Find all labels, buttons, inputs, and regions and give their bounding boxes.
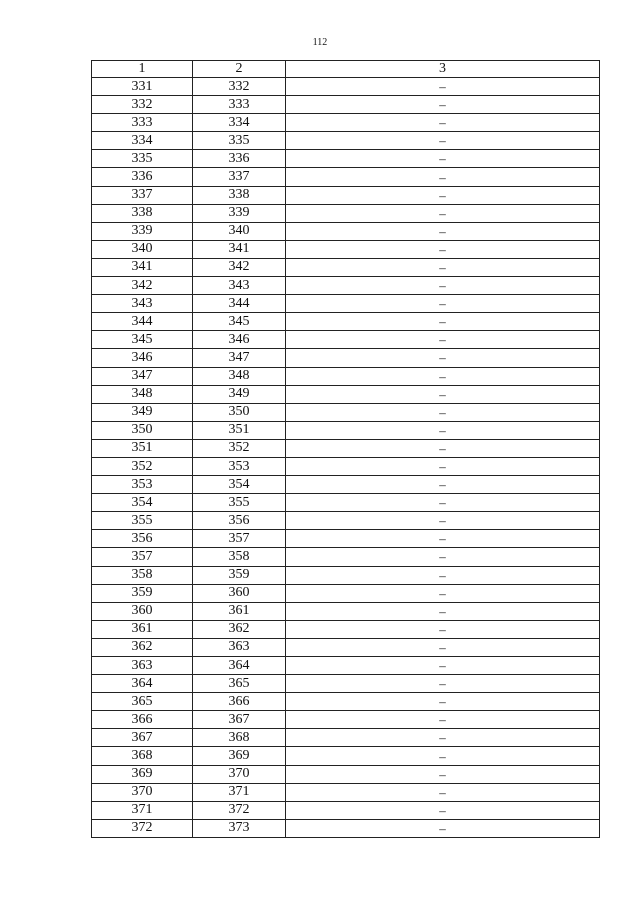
table-row — [92, 222, 600, 240]
table-cell-col1: 351 — [92, 439, 193, 457]
table-cell-col2: 373 — [193, 819, 286, 837]
table-cell-col2: 332 — [193, 78, 286, 96]
table-cell-col1: 372 — [92, 819, 193, 837]
table-row — [92, 620, 600, 638]
table-cell-col3: – — [286, 711, 600, 729]
table-cell-col1: 352 — [92, 457, 193, 475]
table-cell-col2: 334 — [193, 114, 286, 132]
table-cell-col3: – — [286, 439, 600, 457]
table-cell-col2: 341 — [193, 240, 286, 258]
table-cell-col1: 342 — [92, 277, 193, 295]
table-cell-col1: 346 — [92, 349, 193, 367]
table-cell-col3: – — [286, 675, 600, 693]
table-cell-col1: 361 — [92, 620, 193, 638]
table-cell-col2: 366 — [193, 693, 286, 711]
table-cell-col3: – — [286, 421, 600, 439]
table-cell-col1: 353 — [92, 476, 193, 494]
table-cell-col1: 357 — [92, 548, 193, 566]
table-row — [92, 711, 600, 729]
table-row — [92, 638, 600, 656]
table-cell-col3: – — [286, 78, 600, 96]
table-row — [92, 729, 600, 747]
table-cell-col2: 372 — [193, 801, 286, 819]
table-cell-col3: – — [286, 240, 600, 258]
table-row — [92, 349, 600, 367]
table-row — [92, 602, 600, 620]
table-cell-col1: 331 — [92, 78, 193, 96]
table-cell-col2: 360 — [193, 584, 286, 602]
column-header-2: 2 — [193, 61, 286, 78]
table-cell-col3: – — [286, 729, 600, 747]
table-cell-col3: – — [286, 367, 600, 385]
table-row — [92, 331, 600, 349]
table-row — [92, 457, 600, 475]
table-cell-col1: 367 — [92, 729, 193, 747]
table-cell-col3: – — [286, 566, 600, 584]
table-body — [92, 78, 600, 838]
table-cell-col2: 338 — [193, 186, 286, 204]
table-cell-col2: 348 — [193, 367, 286, 385]
table-cell-col2: 339 — [193, 204, 286, 222]
table-row — [92, 150, 600, 168]
table-row — [92, 548, 600, 566]
table-cell-col3: – — [286, 783, 600, 801]
table-cell-col2: 358 — [193, 548, 286, 566]
table-row — [92, 403, 600, 421]
table-cell-col1: 332 — [92, 96, 193, 114]
table-cell-col1: 339 — [92, 222, 193, 240]
table-row — [92, 476, 600, 494]
table-row — [92, 421, 600, 439]
table-cell-col3: – — [286, 693, 600, 711]
table-cell-col2: 345 — [193, 313, 286, 331]
table-cell-col3: – — [286, 638, 600, 656]
table-cell-col3: – — [286, 385, 600, 403]
table-cell-col3: – — [286, 765, 600, 783]
table-cell-col3: – — [286, 620, 600, 638]
table-cell-col2: 342 — [193, 258, 286, 276]
table-cell-col1: 348 — [92, 385, 193, 403]
table-row — [92, 114, 600, 132]
table-cell-col2: 370 — [193, 765, 286, 783]
table-cell-col3: – — [286, 403, 600, 421]
table-cell-col3: – — [286, 494, 600, 512]
table-row — [92, 132, 600, 150]
table-cell-col3: – — [286, 114, 600, 132]
table-cell-col1: 335 — [92, 150, 193, 168]
table-cell-col2: 365 — [193, 675, 286, 693]
table-cell-col1: 340 — [92, 240, 193, 258]
table-cell-col1: 365 — [92, 693, 193, 711]
table-row — [92, 277, 600, 295]
table-row — [92, 258, 600, 276]
table-cell-col3: – — [286, 168, 600, 186]
data-table — [91, 60, 600, 838]
table-cell-col3: – — [286, 132, 600, 150]
table-row — [92, 96, 600, 114]
table-cell-col3: – — [286, 747, 600, 765]
table-cell-col1: 338 — [92, 204, 193, 222]
table-cell-col2: 347 — [193, 349, 286, 367]
table-cell-col2: 359 — [193, 566, 286, 584]
table-cell-col1: 333 — [92, 114, 193, 132]
table-cell-col1: 350 — [92, 421, 193, 439]
column-header-1: 1 — [92, 61, 193, 78]
table-cell-col2: 351 — [193, 421, 286, 439]
table-cell-col3: – — [286, 512, 600, 530]
table-cell-col1: 360 — [92, 602, 193, 620]
table-row — [92, 566, 600, 584]
table-cell-col2: 352 — [193, 439, 286, 457]
table-cell-col2: 367 — [193, 711, 286, 729]
table-row — [92, 439, 600, 457]
table-cell-col3: – — [286, 457, 600, 475]
column-header-3: 3 — [286, 61, 600, 78]
table-cell-col2: 346 — [193, 331, 286, 349]
table-row — [92, 675, 600, 693]
table-cell-col2: 350 — [193, 403, 286, 421]
table-row — [92, 584, 600, 602]
table-row — [92, 530, 600, 548]
table-cell-col2: 353 — [193, 457, 286, 475]
table-cell-col3: – — [286, 313, 600, 331]
table-cell-col1: 341 — [92, 258, 193, 276]
table-row — [92, 801, 600, 819]
table-cell-col1: 363 — [92, 657, 193, 675]
table-cell-col3: – — [286, 657, 600, 675]
table-cell-col1: 337 — [92, 186, 193, 204]
table-row — [92, 765, 600, 783]
table-cell-col1: 358 — [92, 566, 193, 584]
table-cell-col3: – — [286, 150, 600, 168]
table-cell-col1: 364 — [92, 675, 193, 693]
table-row — [92, 313, 600, 331]
table-cell-col1: 362 — [92, 638, 193, 656]
table-cell-col1: 356 — [92, 530, 193, 548]
table-cell-col3: – — [286, 277, 600, 295]
table-cell-col2: 343 — [193, 277, 286, 295]
table-cell-col1: 354 — [92, 494, 193, 512]
table-row — [92, 819, 600, 837]
table-row — [92, 168, 600, 186]
table-cell-col3: – — [286, 349, 600, 367]
table-row — [92, 186, 600, 204]
table-header-row — [92, 61, 600, 78]
table-cell-col2: 333 — [193, 96, 286, 114]
table-row — [92, 204, 600, 222]
table-row — [92, 512, 600, 530]
table-row — [92, 385, 600, 403]
table-cell-col1: 345 — [92, 331, 193, 349]
table-cell-col1: 355 — [92, 512, 193, 530]
table-cell-col2: 361 — [193, 602, 286, 620]
table-cell-col1: 343 — [92, 295, 193, 313]
table-cell-col2: 364 — [193, 657, 286, 675]
table-row — [92, 367, 600, 385]
table-cell-col1: 368 — [92, 747, 193, 765]
page-number: 112 — [312, 37, 328, 48]
table-cell-col3: – — [286, 258, 600, 276]
table-cell-col1: 334 — [92, 132, 193, 150]
table-cell-col1: 359 — [92, 584, 193, 602]
table-cell-col2: 344 — [193, 295, 286, 313]
table-row — [92, 747, 600, 765]
table-cell-col3: – — [286, 295, 600, 313]
table-cell-col3: – — [286, 801, 600, 819]
table-cell-col1: 366 — [92, 711, 193, 729]
table-cell-col1: 347 — [92, 367, 193, 385]
table-cell-col2: 337 — [193, 168, 286, 186]
table-cell-col3: – — [286, 530, 600, 548]
table-cell-col3: – — [286, 331, 600, 349]
table-cell-col2: 371 — [193, 783, 286, 801]
table-cell-col3: – — [286, 476, 600, 494]
table-cell-col2: 362 — [193, 620, 286, 638]
table-cell-col2: 356 — [193, 512, 286, 530]
table-cell-col3: – — [286, 602, 600, 620]
table-cell-col2: 335 — [193, 132, 286, 150]
table-cell-col1: 336 — [92, 168, 193, 186]
table-cell-col2: 363 — [193, 638, 286, 656]
table-cell-col1: 370 — [92, 783, 193, 801]
table-cell-col2: 369 — [193, 747, 286, 765]
table-row — [92, 494, 600, 512]
table-cell-col3: – — [286, 584, 600, 602]
table-row — [92, 657, 600, 675]
table-row — [92, 240, 600, 258]
table-cell-col2: 357 — [193, 530, 286, 548]
table-cell-col3: – — [286, 819, 600, 837]
table-cell-col2: 336 — [193, 150, 286, 168]
table-row — [92, 783, 600, 801]
table-cell-col3: – — [286, 186, 600, 204]
table-cell-col3: – — [286, 96, 600, 114]
table-cell-col2: 368 — [193, 729, 286, 747]
table-cell-col1: 369 — [92, 765, 193, 783]
table-cell-col3: – — [286, 204, 600, 222]
table-cell-col1: 371 — [92, 801, 193, 819]
table-row — [92, 78, 600, 96]
table-cell-col1: 344 — [92, 313, 193, 331]
table-cell-col2: 349 — [193, 385, 286, 403]
table-cell-col1: 349 — [92, 403, 193, 421]
table-row — [92, 693, 600, 711]
table-cell-col3: – — [286, 548, 600, 566]
table-cell-col2: 340 — [193, 222, 286, 240]
table-cell-col2: 354 — [193, 476, 286, 494]
table-cell-col3: – — [286, 222, 600, 240]
table-cell-col2: 355 — [193, 494, 286, 512]
table-row — [92, 295, 600, 313]
